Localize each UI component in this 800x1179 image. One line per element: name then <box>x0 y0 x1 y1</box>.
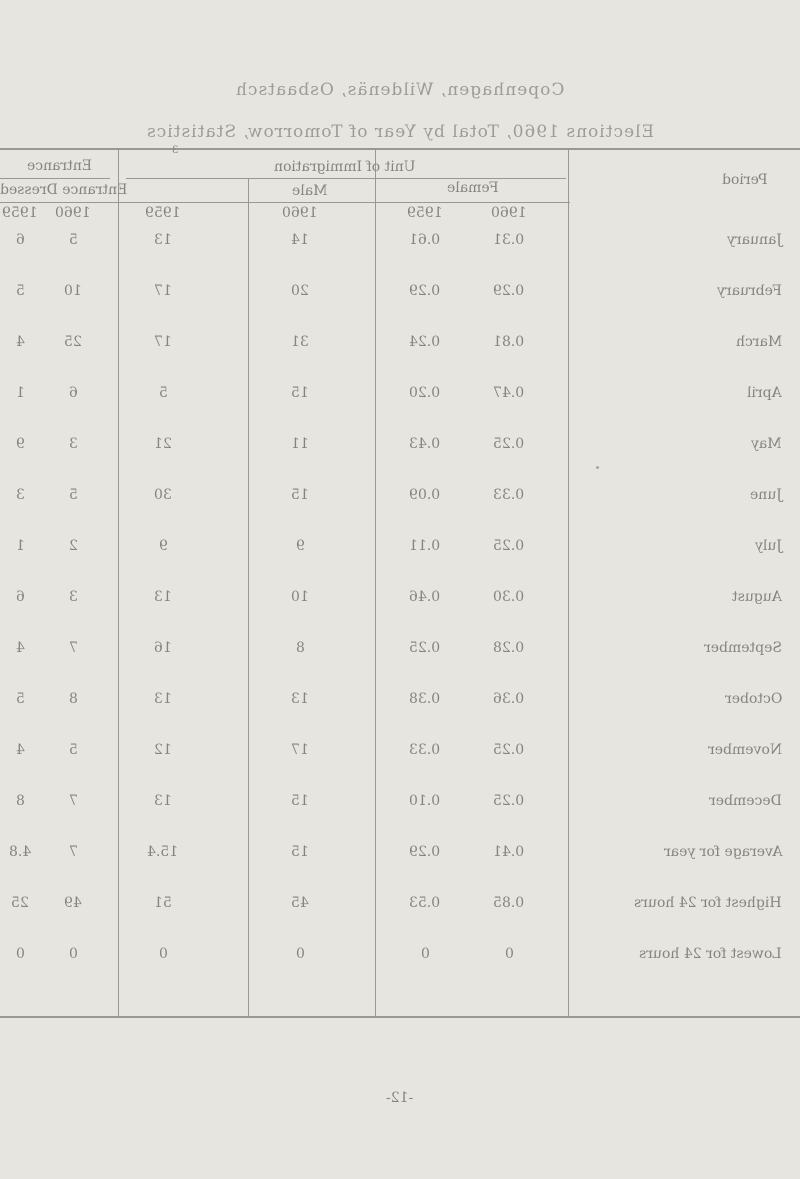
table-cell: 13 <box>154 589 172 605</box>
table-cell: 3 <box>68 589 78 605</box>
page-number: -12- <box>386 1090 414 1106</box>
group-a-footnote-mark: 3 <box>171 145 179 156</box>
row-label: March <box>735 334 782 350</box>
row-label: Highest for 24 hours <box>634 895 782 911</box>
table-cell: 25 <box>64 334 82 350</box>
table-cell: 45 <box>291 895 309 911</box>
table-cell: 51 <box>154 895 172 911</box>
table-cell: 0 <box>504 946 514 962</box>
table-cell: 21 <box>154 436 172 452</box>
table-cell: 17 <box>154 283 172 299</box>
table-cell: 0.85 <box>493 895 525 911</box>
table-cell: 5 <box>68 742 78 758</box>
period-header: Period <box>722 172 768 188</box>
table-cell: 0.29 <box>493 283 525 299</box>
table-cell: 10 <box>64 283 82 299</box>
group-a-right-label: Female <box>447 180 499 196</box>
table-cell: 15 <box>291 385 309 401</box>
year-header-cell: 1959 <box>145 205 181 221</box>
group-b-right-label: Entrance Dressed <box>0 182 128 198</box>
table-cell: 17 <box>154 334 172 350</box>
year-header-cell: 1960 <box>282 205 318 221</box>
table-cell: 15 <box>291 844 309 860</box>
table-cell: 0.28 <box>493 640 525 656</box>
table-cell: 0.29 <box>409 283 441 299</box>
year-header-cell: 1960 <box>491 205 527 221</box>
document-title-line-1: Copenhagen, Wildenäs, Osbaatsch <box>235 80 565 100</box>
header-bottom-rule <box>0 202 570 203</box>
row-label: January <box>727 232 782 248</box>
table-cell: 9 <box>15 436 25 452</box>
table-cell: 13 <box>154 691 172 707</box>
table-cell: 8 <box>15 793 25 809</box>
table-cell: 30 <box>154 487 172 503</box>
table-cell: 0.36 <box>493 691 525 707</box>
table-cell: 7 <box>68 640 78 656</box>
row-label: May <box>751 436 782 452</box>
table-cell: 15 <box>291 487 309 503</box>
table-cell: 8 <box>295 640 305 656</box>
row-label: June <box>750 487 782 503</box>
table-cell: 10 <box>291 589 309 605</box>
table-cell: 0.47 <box>493 385 525 401</box>
table-cell: 0 <box>68 946 78 962</box>
table-cell: 15.4 <box>147 844 179 860</box>
table-cell: 4 <box>15 742 25 758</box>
table-cell: 5 <box>15 283 25 299</box>
table-cell: 0.11 <box>409 538 441 554</box>
row-label: November <box>707 742 782 758</box>
row-label: September <box>704 640 782 656</box>
table-cell: 13 <box>154 232 172 248</box>
table-cell: 15 <box>291 793 309 809</box>
group-b-title: Entrance <box>27 158 93 174</box>
year-header-cell: 1959 <box>407 205 443 221</box>
table-cell: 13 <box>291 691 309 707</box>
table-cell: 5 <box>68 487 78 503</box>
table-cell: 4 <box>15 640 25 656</box>
table-cell: 0 <box>420 946 430 962</box>
row-label: Lowest for 24 hours <box>639 946 782 962</box>
document-title-line-2: Elections 1960, Total by Year of Tomorrow, Statistics <box>146 122 654 142</box>
table-cell: 1 <box>15 538 25 554</box>
table-cell: 3 <box>15 487 25 503</box>
table-cell: 16 <box>154 640 172 656</box>
table-cell: 8 <box>68 691 78 707</box>
table-cell: 11 <box>291 436 309 452</box>
row-label: February <box>717 283 782 299</box>
table-cell: 0.30 <box>493 589 525 605</box>
table-cell: 0.29 <box>409 844 441 860</box>
row-label: Average for year <box>663 844 782 860</box>
table-cell: 49 <box>64 895 82 911</box>
table-bottom-rule <box>0 1016 800 1018</box>
table-cell: 0.46 <box>409 589 441 605</box>
column-divider-3 <box>375 150 376 1016</box>
table-cell: 0.25 <box>493 742 525 758</box>
table-cell: 12 <box>154 742 172 758</box>
table-cell: 0.41 <box>493 844 525 860</box>
year-header-cell: 1960 <box>55 205 91 221</box>
row-label: August <box>732 589 782 605</box>
table-cell: 0 <box>15 946 25 962</box>
group-a-title: Unit of Immigration <box>274 159 416 175</box>
table-cell: 0.25 <box>493 538 525 554</box>
table-cell: 3 <box>68 436 78 452</box>
row-label: July <box>754 538 782 554</box>
table-cell: 6 <box>15 589 25 605</box>
table-cell: 0.81 <box>493 334 525 350</box>
table-cell: 7 <box>68 793 78 809</box>
table-cell: 1 <box>15 385 25 401</box>
table-cell: 4 <box>15 334 25 350</box>
table-cell: 13 <box>154 793 172 809</box>
column-divider-2 <box>248 178 249 1016</box>
group-a-left-label: Male <box>292 183 328 199</box>
table-cell: 4.8 <box>8 844 32 860</box>
table-cell: 6 <box>15 232 25 248</box>
table-top-rule <box>0 148 800 150</box>
table-cell: 9 <box>295 538 305 554</box>
table-cell: 5 <box>158 385 168 401</box>
year-header-cell: 1959 <box>2 205 38 221</box>
table-cell: 0.31 <box>493 232 525 248</box>
table-cell: 2 <box>68 538 78 554</box>
table-cell: 0.53 <box>409 895 441 911</box>
table-cell: 0.61 <box>409 232 441 248</box>
table-cell: 20 <box>291 283 309 299</box>
table-cell: 0 <box>295 946 305 962</box>
table-cell: 0.25 <box>409 640 441 656</box>
table-cell: 25 <box>11 895 29 911</box>
table-cell: 0.33 <box>493 487 525 503</box>
table-cell: 0.24 <box>409 334 441 350</box>
row-label: December <box>709 793 782 809</box>
table-cell: 5 <box>68 232 78 248</box>
column-divider-4 <box>568 150 569 1016</box>
table-cell: 0 <box>158 946 168 962</box>
table-cell: 0.25 <box>493 436 525 452</box>
table-cell: 0.09 <box>409 487 441 503</box>
table-cell: 14 <box>291 232 309 248</box>
table-cell: 0.25 <box>493 793 525 809</box>
group-a-title-rule <box>126 178 566 179</box>
table-cell: 0.20 <box>409 385 441 401</box>
table-cell: 0.43 <box>409 436 441 452</box>
table-cell: 0.33 <box>409 742 441 758</box>
row-label: October <box>724 691 782 707</box>
table-cell: 5 <box>15 691 25 707</box>
table-cell: 6 <box>68 385 78 401</box>
table-cell: 17 <box>291 742 309 758</box>
table-cell: 0.10 <box>409 793 441 809</box>
table-cell: 7 <box>68 844 78 860</box>
row-label: April <box>747 385 782 401</box>
table-cell: 0.38 <box>409 691 441 707</box>
group-b-title-rule <box>0 178 110 179</box>
scan-speck <box>596 466 599 469</box>
column-divider-1 <box>118 150 119 1016</box>
table-cell: 31 <box>291 334 309 350</box>
table-cell: 9 <box>158 538 168 554</box>
